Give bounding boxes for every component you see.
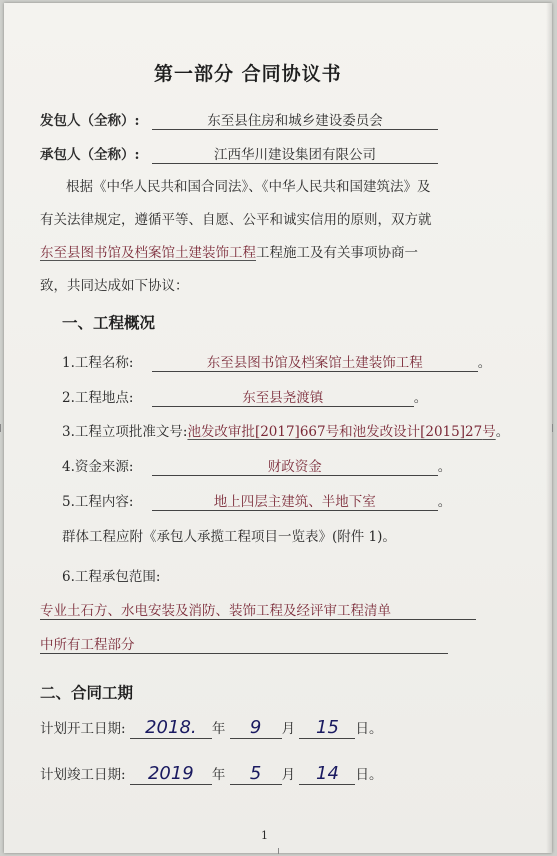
end-year-char: 年 [211, 767, 226, 783]
approval-part-3: 号和池发改设计 [325, 424, 421, 440]
approval-part-5: 号 [482, 424, 496, 440]
preamble-line-2: 有关法律规定，遵循平等、自愿、公平和诚实信用的原则，双方就 [40, 212, 432, 228]
approval-value [187, 424, 495, 440]
page-number: 1 [261, 829, 268, 842]
scope-label: 6.工程承包范围: [62, 569, 161, 585]
preamble-line-4: 致，共同达成如下协议： [40, 278, 189, 294]
start-date-label: 计划开工日期: [40, 721, 126, 737]
project-content-value: 地上四层主建筑、半地下室 [152, 490, 438, 511]
approval-period: 。 [495, 424, 510, 440]
approval-row [62, 420, 509, 440]
project-content-row [62, 490, 451, 511]
contractor-value: 江西华川建设集团有限公司 [152, 143, 438, 164]
project-name-value: 东至县图书馆及档案馆土建装饰工程 [152, 351, 478, 372]
employer-value: 东至县住房和城乡建设委员会 [152, 109, 438, 130]
project-name-period: 。 [477, 355, 492, 371]
scope-line-2: 中所有工程部分 [40, 633, 448, 654]
scan-tick-left [0, 424, 5, 432]
project-location-row [62, 386, 427, 407]
start-month-char: 月 [281, 721, 296, 737]
fund-source-value: 财政资金 [152, 455, 438, 476]
end-month: 5 [230, 764, 282, 785]
scan-tick-right [552, 424, 557, 432]
scope-line-1: 专业土石方、水电安装及消防、装饰工程及经评审工程清单 [40, 599, 476, 620]
start-day: 15 [299, 718, 355, 739]
fund-source-period: 。 [437, 459, 452, 475]
end-day: 14 [299, 764, 355, 785]
project-location-label: 2.工程地点: [62, 390, 134, 406]
end-date-label: 计划竣工日期: [40, 767, 126, 783]
project-location-period: 。 [413, 390, 428, 406]
approval-part-4: [2015]27 [420, 424, 483, 440]
approval-part-2: [2017]667 [254, 424, 326, 440]
start-date-row [40, 717, 382, 739]
fund-source-row [62, 455, 451, 476]
project-content-label: 5.工程内容: [62, 494, 134, 510]
approval-part-1: 池发改审批 [187, 424, 255, 440]
section-1-heading: 一、工程概况 [62, 313, 156, 332]
section-2-heading: 二、合同工期 [40, 683, 134, 702]
project-name-label: 1.工程名称: [62, 355, 134, 371]
start-year-char: 年 [211, 721, 226, 737]
preamble-line-1: 根据《中华人民共和国合同法》、《中华人民共和国建筑法》及 [66, 179, 431, 195]
page-title: 第一部分 合同协议书 [154, 63, 342, 85]
preamble-line-3 [40, 241, 418, 261]
fund-source-label: 4.资金来源: [62, 459, 134, 475]
project-name-row [62, 351, 491, 372]
start-day-char: 日。 [355, 721, 383, 737]
scan-tick-bottom [278, 848, 283, 854]
start-year: 2018. [130, 718, 212, 739]
employer-label: 发包人（全称）: [40, 113, 140, 129]
document-page [4, 3, 552, 853]
project-content-period: 。 [437, 494, 452, 510]
end-year: 2019 [130, 764, 212, 785]
project-location-value: 东至县尧渡镇 [152, 386, 414, 407]
preamble-line-3-rest: 工程施工及有关事项协商一 [256, 245, 418, 261]
end-day-char: 日。 [355, 767, 383, 783]
preamble-project-name: 东至县图书馆及档案馆土建装饰工程 [40, 245, 256, 261]
start-month: 9 [230, 718, 282, 739]
approval-label: 3.工程立项批准文号: [62, 424, 188, 440]
end-month-char: 月 [281, 767, 296, 783]
end-date-row [40, 763, 382, 785]
contractor-label: 承包人（全称）: [40, 147, 140, 163]
group-project-note: 群体工程应附《承包人承揽工程项目一览表》(附件 1)。 [62, 529, 396, 545]
